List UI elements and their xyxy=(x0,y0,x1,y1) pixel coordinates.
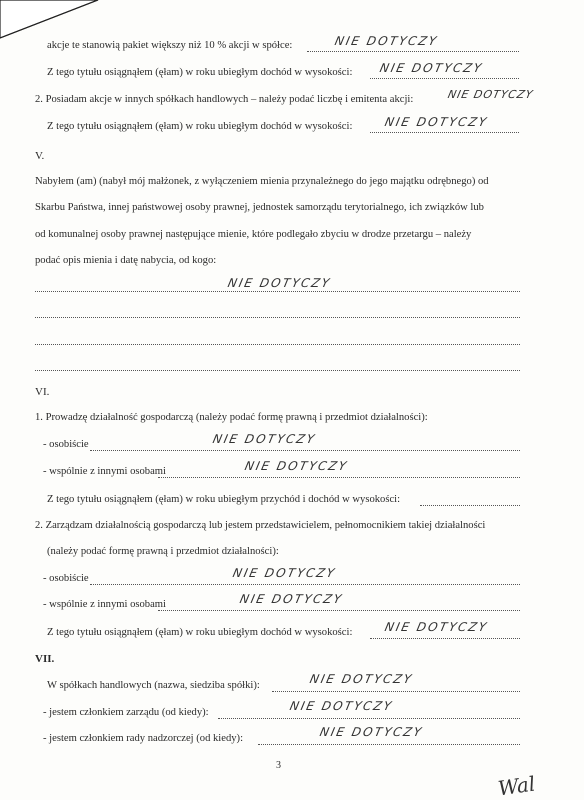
business-activity-item: 1. Prowadzę działalność gospodarczą (należy podać formę prawną i przedmiot działalności): xyxy=(35,412,428,423)
business-personal-dots xyxy=(90,450,520,451)
management-item-line-2: (należy podać formę prawną i przedmiot działalności): xyxy=(47,546,279,557)
section-v-dots-1 xyxy=(35,291,520,292)
business-joint-dots xyxy=(158,477,520,478)
shares-10-percent-label: akcje te stanowią pakiet większy niż 10 % akcji w spółce: xyxy=(47,40,293,51)
section-v-paragraph-line-4: podać opis mienia i datę nabycia, od kogo: xyxy=(35,255,217,266)
section-v-heading: V. xyxy=(35,150,45,162)
supervisory-board-label: - jestem członkiem rady nadzorczej (od kiedy): xyxy=(43,733,244,744)
income-shares-label: Z tego tytułu osiągnąłem (ęłam) w roku ubiegłym dochód w wysokości: xyxy=(47,67,353,78)
management-joint-label: - wspólnie z innymi osobami xyxy=(43,599,166,610)
supervisory-board-dots xyxy=(258,744,520,745)
management-board-label: - jestem członkiem zarządu (od kiedy): xyxy=(43,707,209,718)
business-income-label: Z tego tytułu osiągnąłem (ęłam) w roku ubiegłym przychód i dochód w wysokości: xyxy=(47,494,401,505)
business-income-dots xyxy=(420,505,520,506)
section-v-value: NIE DOTYCZY xyxy=(226,276,333,290)
section-v-dots-4 xyxy=(35,370,520,371)
companies-value: NIE DOTYCZY xyxy=(308,672,415,686)
management-board-value: NIE DOTYCZY xyxy=(288,699,395,713)
section-v-paragraph-line-3: od komunalnej osoby prawnej następujące mienie, które podlegało zbyciu w drodze przetargu – należy xyxy=(35,229,472,240)
other-shares-value: NIE DOTYCZY xyxy=(446,88,535,101)
management-income-label: Z tego tytułu osiągnąłem (ęłam) w roku ubiegłym dochód w wysokości: xyxy=(47,627,353,638)
management-personal-label: - osobiście xyxy=(43,573,89,584)
business-joint-label: - wspólnie z innymi osobami xyxy=(43,466,166,477)
management-joint-value: NIE DOTYCZY xyxy=(238,592,345,606)
business-joint-value: NIE DOTYCZY xyxy=(243,459,350,473)
section-v-paragraph-line-2: Skarbu Państwa, innej państwowej osoby prawnej, jednostek samorządu terytorialnego, ich związków lub xyxy=(35,202,484,213)
supervisory-board-value: NIE DOTYCZY xyxy=(318,725,425,739)
management-board-dots xyxy=(218,718,520,719)
income-other-shares-label: Z tego tytułu osiągnąłem (ęłam) w roku ubiegłym dochód w wysokości: xyxy=(47,121,353,132)
other-shares-label: 2. Posiadam akcje w innych spółkach handlowych – należy podać liczbę i emitenta akcji: xyxy=(35,94,414,105)
section-vi-heading: VI. xyxy=(35,386,50,398)
page-number: 3 xyxy=(276,760,281,771)
folded-corner-mark xyxy=(0,0,100,40)
section-v-paragraph-line-1: Nabyłem (am) (nabył mój małżonek, z wyłączeniem mienia przynależnego do jego majątku odrębnego) od xyxy=(35,176,489,187)
income-other-shares-dots xyxy=(370,132,519,133)
income-shares-dots xyxy=(370,78,519,79)
companies-label: W spółkach handlowych (nazwa, siedziba spółki): xyxy=(47,680,260,691)
management-income-value: NIE DOTYCZY xyxy=(383,620,490,634)
section-v-dots-3 xyxy=(35,344,520,345)
management-personal-value: NIE DOTYCZY xyxy=(231,566,338,580)
section-v-dots-2 xyxy=(35,317,520,318)
companies-dots xyxy=(272,691,520,692)
shares-10-percent-dots xyxy=(307,51,519,52)
management-personal-dots xyxy=(90,584,520,585)
business-personal-label: - osobiście xyxy=(43,439,89,450)
income-shares-value: NIE DOTYCZY xyxy=(378,61,485,75)
handwritten-initials: Wal xyxy=(496,771,537,800)
business-personal-value: NIE DOTYCZY xyxy=(211,432,318,446)
management-joint-dots xyxy=(158,610,520,611)
income-other-shares-value: NIE DOTYCZY xyxy=(383,115,490,129)
section-vii-heading: VII. xyxy=(35,653,55,665)
management-item-line-1: 2. Zarządzam działalnością gospodarczą lub jestem przedstawicielem, pełnomocnikiem takiej działalności xyxy=(35,520,486,531)
management-income-dots xyxy=(370,638,520,639)
shares-10-percent-value: NIE DOTYCZY xyxy=(333,34,440,48)
